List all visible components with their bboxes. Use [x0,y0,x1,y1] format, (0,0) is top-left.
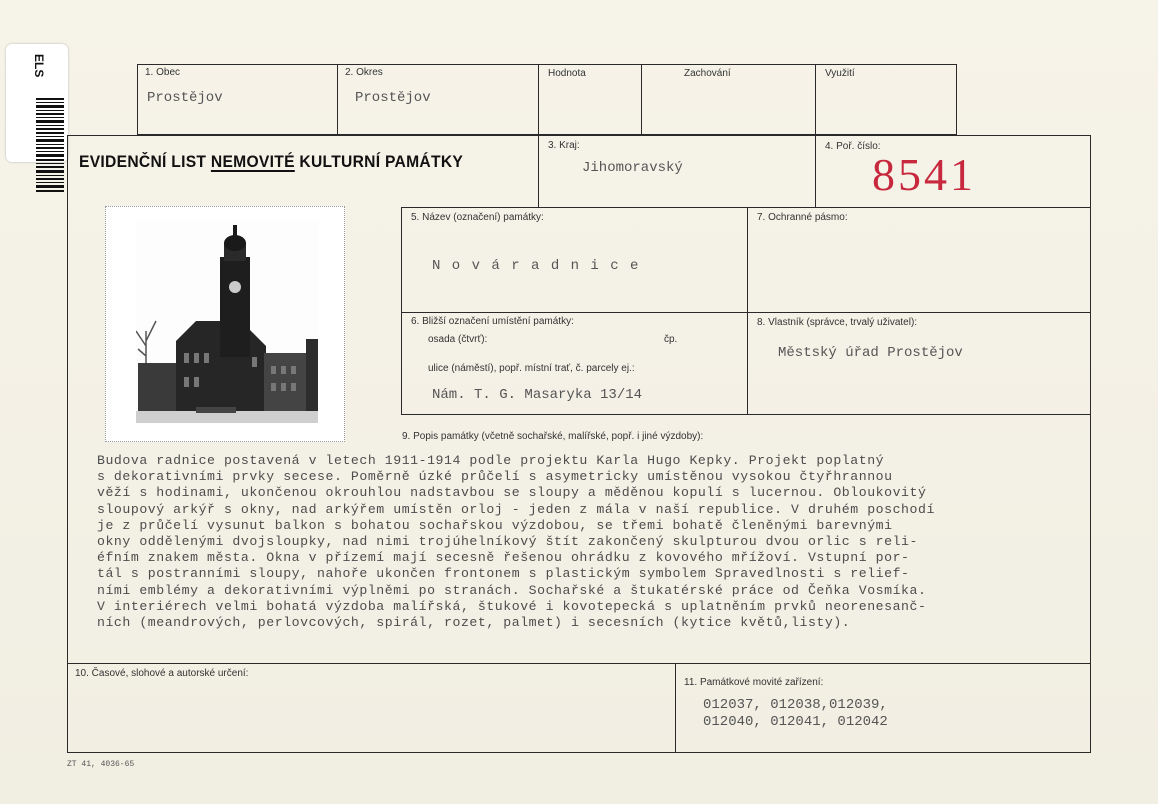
obec-value: Prostějov [147,90,223,106]
kraj-value: Jihomoravský [582,160,683,176]
cp-label: čp. [664,334,678,345]
umisteni-label: 6. Bližší označení umístění památky: [411,316,574,327]
zarizeni-line1: 012037, 012038,012039, [703,697,888,713]
description-line: ními emblémy a dekorativními výplněmi po stranách. Sochařské a štukatérské práce od Čeňka Vosmíka. [97,582,927,598]
hodnota-label: Hodnota [548,68,586,79]
pasmo-label: 7. Ochranné pásmo: [757,212,848,223]
nazev-value: N o v á r a d n i c e [432,258,640,274]
obec-label: 1. Obec [145,67,181,78]
title-part3: KULTURNÍ PAMÁTKY [294,152,464,171]
description-line: éfním znakem města. Okna v přízemí mají secesně řešenou ohrádku z kovového mřížoví. Vstupní por- [97,550,910,566]
osada-label: osada (čtvrť): [428,334,488,345]
town-hall-photo-icon [136,221,318,423]
description-line: Budova radnice postavená v letech 1911-1914 podle projektu Karla Hugo Kepky. Projekt poplatný [97,453,885,468]
description-line: věží s hodinami, ukončenou okrouhlou nadstavbou se sloupy a měděnou kopulí s lucernou. Obloukovitý [97,485,927,501]
description-line: V interiérech velmi bohatá výzdoba malířská, štukové i kovotepecká s uplatněním prvků neorenesanč- [97,598,927,614]
zarizeni-line2: 012040, 012041, 012042 [703,714,888,730]
form-title [79,152,463,172]
description-line: ních (meandrových, perlovcových, spirál, rozet, palmet) i secesních (kytice květů,listy). [97,615,851,631]
title-part2: NEMOVITÉ [210,152,295,171]
sticker-label: ELS [32,54,46,78]
description-line: tál s postranními sloupy, nahoře ukončen frontonem s plastickým symbolem Spravedlnosti s relief- [97,566,910,582]
barcode-icon [36,98,64,194]
description-line: s dekorativními prvky secese. Poměrně úzké průčelí s asymetricky umístěnou vysokou čtyřhrannou [97,469,893,485]
ulice-value: Nám. T. G. Masaryka 13/14 [432,387,643,403]
vlastnik-label: 8. Vlastník (správce, trvalý uživatel): [757,317,918,328]
nazev-label: 5. Název (označení) památky: [411,212,544,223]
description-line: je z průčelí vysunut balkon s bohatou sochařskou výzdobou, se třemi bohatě členěnými barevnými [97,517,893,533]
popis-label: 9. Popis památky (včetně sochařské, malířské, popř. i jiné výzdoby): [402,431,704,442]
form-code: ZT 41, 4036-65 [67,760,135,769]
ulice-label: ulice (náměstí), popř. místní trať, č. parcely ej.: [428,363,635,374]
kraj-label: 3. Kraj: [548,140,580,151]
casove-label: 10. Časové, slohové a autorské určení: [75,668,249,679]
record-number: 8541 [872,149,976,200]
okres-value: Prostějov [355,90,431,106]
cislo-label: 4. Poř. číslo: [825,141,881,152]
building-photo [105,206,345,442]
title-part1: EVIDENČNÍ LIST [79,152,211,171]
description-text [97,453,1077,631]
description-line: okny oddělenými dvojsloupky, nad nimi trojúhelníkový štít zakončený skulpturou dvou orlic s reli- [97,534,918,550]
vlastnik-value: Městský úřad Prostějov [778,345,963,361]
zarizeni-label: 11. Památkové movité zařízení: [684,677,824,688]
okres-label: 2. Okres [345,67,383,78]
vyuziti-label: Využití [825,68,855,79]
description-line: sloupový arkýř s okny, nad arkýřem umístěn orloj - jeden z mála v naší republice. V druhém poschodí [97,501,935,517]
zachovani-label: Zachování [684,68,731,79]
